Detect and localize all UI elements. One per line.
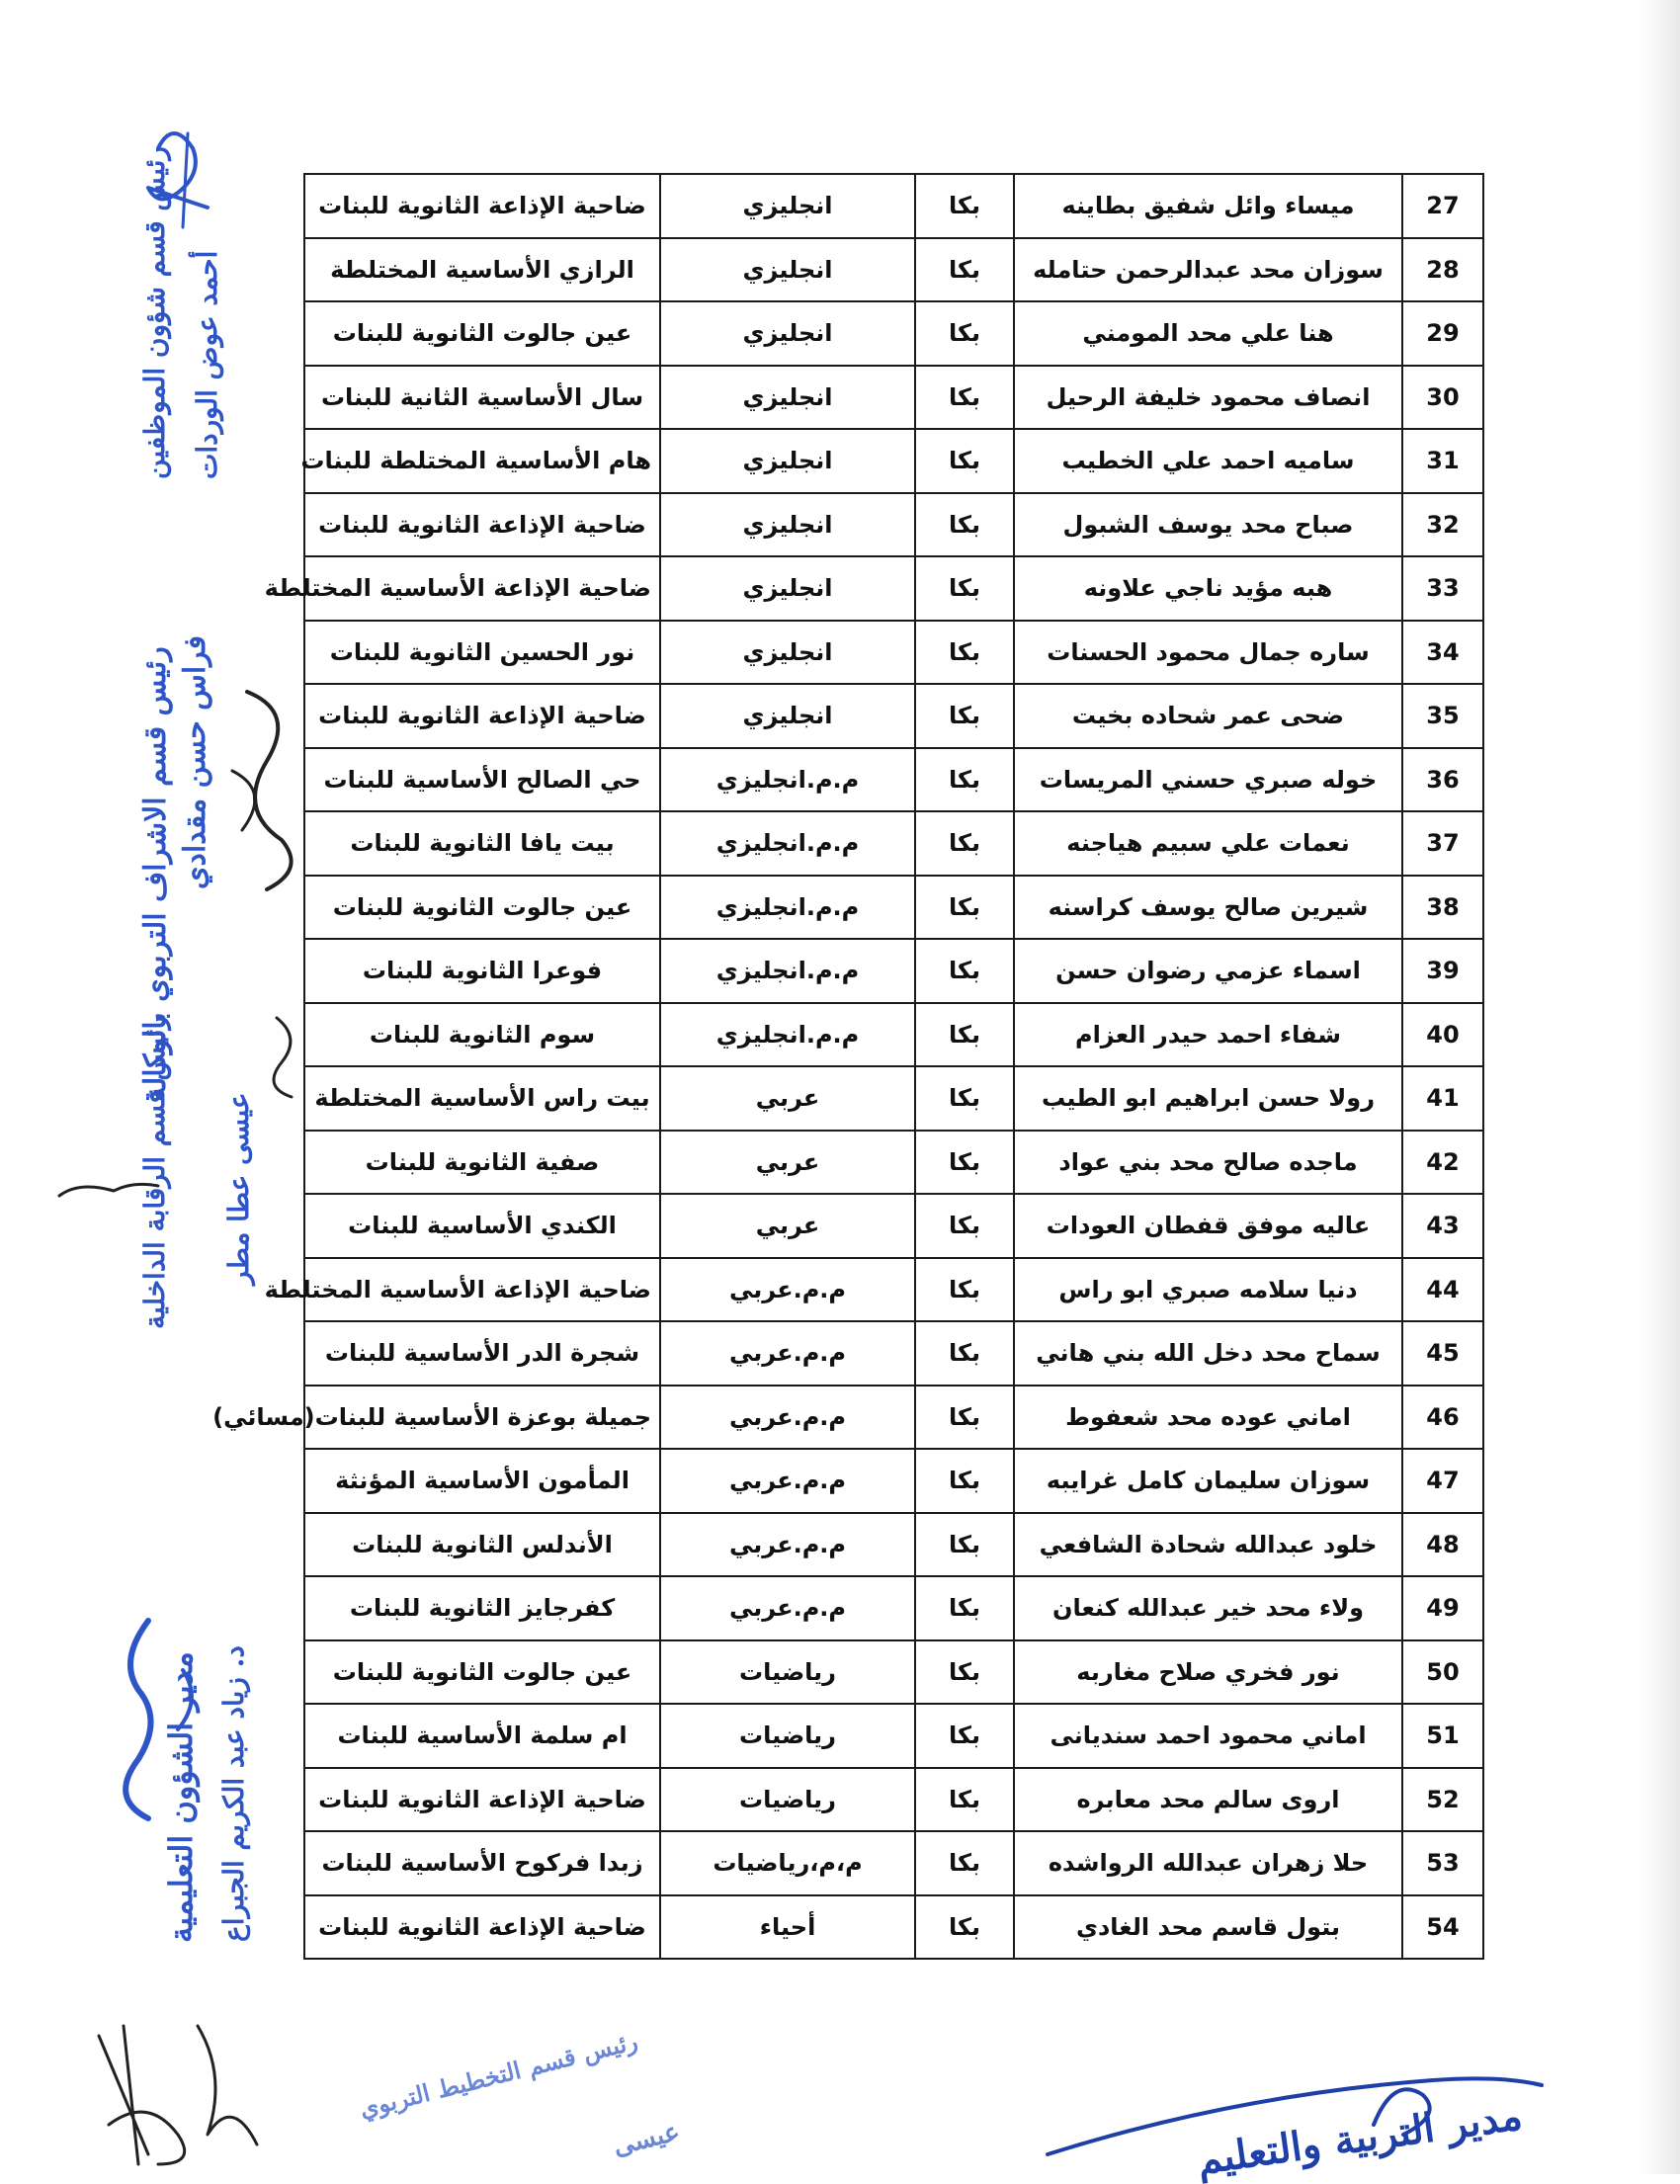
row-number-cell: 39 [1402, 939, 1483, 1003]
school-cell: ضاحية الإذاعة الثانوية للبنات [304, 174, 660, 238]
qualification-cell: بكا [915, 238, 1014, 302]
director-title: مدير التربية والتعليم [1194, 2092, 1526, 2184]
qualification-cell: بكا [915, 1194, 1014, 1258]
employee-name-cell: ساره جمال محمود الحسنات [1014, 621, 1402, 685]
row-number-cell: 31 [1402, 429, 1483, 493]
row-number-cell: 40 [1402, 1003, 1483, 1067]
supervision-head-name: فراس حسن مقدادي [178, 634, 212, 889]
bottom-left-signature-mark-2 [198, 2026, 257, 2144]
table-row [304, 1131, 1483, 1195]
table-row [304, 939, 1483, 1003]
school-cell: زبدا فركوح الأساسية للبنات [304, 1831, 660, 1895]
school-cell: حي الصالح الأساسية للبنات [304, 748, 660, 812]
employee-name-cell: سوزان محد عبدالرحمن حتامله [1014, 238, 1402, 302]
employee-name-cell: حلا زهران عبدالله الرواشده [1014, 1831, 1402, 1895]
qualification-cell: بكا [915, 1576, 1014, 1640]
audit-head-name: عيسى عطا مطر [222, 1092, 255, 1285]
row-number-cell: 34 [1402, 621, 1483, 685]
table-row [304, 1386, 1483, 1450]
qualification-cell: بكا [915, 1640, 1014, 1705]
school-cell: عين جالوت الثانوية للبنات [304, 301, 660, 366]
audit-signature-mark [274, 1018, 292, 1097]
qualification-cell: بكا [915, 1704, 1014, 1768]
school-cell: ضاحية الإذاعة الثانوية للبنات [304, 684, 660, 748]
qualification-cell: بكا [915, 1386, 1014, 1450]
table-row [304, 1449, 1483, 1513]
table-row [304, 1768, 1483, 1832]
row-number-cell: 27 [1402, 174, 1483, 238]
row-number-cell: 38 [1402, 876, 1483, 940]
table-row [304, 556, 1483, 621]
subject-cell: م.م.انجليزي [660, 1003, 915, 1067]
row-number-cell: 35 [1402, 684, 1483, 748]
employee-name-cell: ساميه احمد علي الخطيب [1014, 429, 1402, 493]
table-row [304, 1513, 1483, 1577]
employee-name-cell: خوله صبري حسني المريسات [1014, 748, 1402, 812]
table-row [304, 1831, 1483, 1895]
qualification-cell: بكا [915, 1449, 1014, 1513]
school-cell: بيت يافا الثانوية للبنات [304, 811, 660, 876]
school-cell: بيت راس الأساسية المختلطة [304, 1066, 660, 1131]
subject-cell: انجليزي [660, 366, 915, 430]
employee-name-cell: عاليه موفق قفطان العودات [1014, 1194, 1402, 1258]
school-cell: سوم الثانوية للبنات [304, 1003, 660, 1067]
school-cell: عين جالوت الثانوية للبنات [304, 876, 660, 940]
qualification-cell: بكا [915, 301, 1014, 366]
subject-cell: انجليزي [660, 556, 915, 621]
school-cell: ضاحية الإذاعة الثانوية للبنات [304, 1895, 660, 1960]
school-cell: ضاحية الإذاعة الأساسية المختلطة [304, 556, 660, 621]
qualification-cell: بكا [915, 1768, 1014, 1832]
subject-cell: انجليزي [660, 301, 915, 366]
table-row [304, 876, 1483, 940]
employee-name-cell: ضحى عمر شحاده بخيت [1014, 684, 1402, 748]
planning-head-title: رئيس قسم التخطيط التربوي [356, 2026, 641, 2124]
employee-name-cell: سماح محد دخل الله بني هاني [1014, 1321, 1402, 1386]
row-number-cell: 30 [1402, 366, 1483, 430]
table-row [304, 811, 1483, 876]
qualification-cell: بكا [915, 1321, 1014, 1386]
row-number-cell: 44 [1402, 1258, 1483, 1322]
row-number-cell: 33 [1402, 556, 1483, 621]
supervision-head-title: رئيس قسم الاشراف التربوي بالوكالة [138, 646, 173, 1102]
employee-name-cell: ميساء وائل شفيق بطاينه [1014, 174, 1402, 238]
table-row [304, 1704, 1483, 1768]
school-cell: صفية الثانوية للبنات [304, 1131, 660, 1195]
subject-cell: م.م.عربي [660, 1386, 915, 1450]
qualification-cell: بكا [915, 429, 1014, 493]
table-row [304, 1066, 1483, 1131]
page-edge-shadow [1640, 0, 1680, 2174]
employee-name-cell: رولا حسن ابراهيم ابو الطيب [1014, 1066, 1402, 1131]
school-cell: فوعرا الثانوية للبنات [304, 939, 660, 1003]
employee-name-cell: هنا علي محد المومني [1014, 301, 1402, 366]
row-number-cell: 45 [1402, 1321, 1483, 1386]
table-row [304, 1194, 1483, 1258]
school-cell: سال الأساسية الثانية للبنات [304, 366, 660, 430]
school-cell: ضاحية الإذاعة الثانوية للبنات [304, 1768, 660, 1832]
subject-cell: رياضيات [660, 1640, 915, 1705]
school-cell: جميلة بوعزة الأساسية للبنات(مسائي) [304, 1386, 660, 1450]
subject-cell: انجليزي [660, 174, 915, 238]
table-row [304, 1576, 1483, 1640]
row-number-cell: 32 [1402, 493, 1483, 557]
employee-name-cell: خلود عبدالله شحادة الشافعي [1014, 1513, 1402, 1577]
qualification-cell: بكا [915, 939, 1014, 1003]
school-cell: عين جالوت الثانوية للبنات [304, 1640, 660, 1705]
table-row [304, 684, 1483, 748]
subject-cell: أحياء [660, 1895, 915, 1960]
qualification-cell: بكا [915, 684, 1014, 748]
employee-name-cell: انصاف محمود خليفة الرحيل [1014, 366, 1402, 430]
employee-name-cell: اماني محمود احمد سنديانى [1014, 1704, 1402, 1768]
qualification-cell: بكا [915, 1513, 1014, 1577]
row-number-cell: 46 [1402, 1386, 1483, 1450]
subject-cell: رياضيات [660, 1704, 915, 1768]
employee-name-cell: اروى سالم محد معابره [1014, 1768, 1402, 1832]
employee-name-cell: دنيا سلامه صبري ابو راس [1014, 1258, 1402, 1322]
table-row [304, 174, 1483, 238]
qualification-cell: بكا [915, 811, 1014, 876]
hr-head-name: أحمد عوض الوردات [191, 250, 223, 479]
row-number-cell: 29 [1402, 301, 1483, 366]
school-cell: ضاحية الإذاعة الأساسية المختلطة [304, 1258, 660, 1322]
hr-signature-mark-2 [183, 133, 188, 227]
row-number-cell: 50 [1402, 1640, 1483, 1705]
employee-name-cell: ولاء محد خير عبدالله كنعان [1014, 1576, 1402, 1640]
subject-cell: انجليزي [660, 684, 915, 748]
subject-cell: م.م.انجليزي [660, 811, 915, 876]
qualification-cell: بكا [915, 1831, 1014, 1895]
row-number-cell: 52 [1402, 1768, 1483, 1832]
employee-name-cell: نعمات علي سبيم هياجنه [1014, 811, 1402, 876]
school-cell: نور الحسين الثانوية للبنات [304, 621, 660, 685]
table-row [304, 1321, 1483, 1386]
row-number-cell: 37 [1402, 811, 1483, 876]
qualification-cell: بكا [915, 174, 1014, 238]
qualification-cell: بكا [915, 366, 1014, 430]
qualification-cell: بكا [915, 1003, 1014, 1067]
table-row [304, 1003, 1483, 1067]
subject-cell: م.م.عربي [660, 1258, 915, 1322]
audit-head-title: رئيس قسم الرقابة الداخلية [138, 1015, 171, 1329]
school-cell: كفرجايز الثانوية للبنات [304, 1576, 660, 1640]
subject-cell: عربي [660, 1131, 915, 1195]
school-cell: ام سلمة الأساسية للبنات [304, 1704, 660, 1768]
row-number-cell: 41 [1402, 1066, 1483, 1131]
table-row [304, 301, 1483, 366]
table-row [304, 429, 1483, 493]
table-row [304, 621, 1483, 685]
employee-name-cell: سوزان سليمان كامل غرايبه [1014, 1449, 1402, 1513]
row-number-cell: 43 [1402, 1194, 1483, 1258]
edu-affairs-name: د. زياد عبد الكريم الجبراع [217, 1645, 250, 1942]
row-number-cell: 28 [1402, 238, 1483, 302]
subject-cell: انجليزي [660, 493, 915, 557]
row-number-cell: 49 [1402, 1576, 1483, 1640]
table-row [304, 493, 1483, 557]
employee-name-cell: اسماء عزمي رضوان حسن [1014, 939, 1402, 1003]
bottom-left-signature-mark [99, 2026, 185, 2164]
supervision-signature-mark [247, 692, 292, 889]
subject-cell: م.م.عربي [660, 1449, 915, 1513]
subject-cell: عربي [660, 1194, 915, 1258]
table-row [304, 1895, 1483, 1960]
subject-cell: م.م.انجليزي [660, 748, 915, 812]
subject-cell: م.م.عربي [660, 1576, 915, 1640]
edu-affairs-title: مدير الشؤون التعليمية [162, 1651, 200, 1943]
subject-cell: انجليزي [660, 429, 915, 493]
table-row [304, 238, 1483, 302]
employee-name-cell: شفاء احمد حيدر العزام [1014, 1003, 1402, 1067]
row-number-cell: 53 [1402, 1831, 1483, 1895]
employee-name-cell: صباح محد يوسف الشبول [1014, 493, 1402, 557]
employee-name-cell: بتول قاسم محد الغادي [1014, 1895, 1402, 1960]
subject-cell: م.م.انجليزي [660, 939, 915, 1003]
subject-cell: رياضيات [660, 1768, 915, 1832]
row-number-cell: 42 [1402, 1131, 1483, 1195]
qualification-cell: بكا [915, 493, 1014, 557]
employee-name-cell: شيرين صالح يوسف كراسنه [1014, 876, 1402, 940]
qualification-cell: بكا [915, 1895, 1014, 1960]
row-number-cell: 54 [1402, 1895, 1483, 1960]
qualification-cell: بكا [915, 556, 1014, 621]
table-row [304, 748, 1483, 812]
table-row [304, 366, 1483, 430]
school-cell: الرازي الأساسية المختلطة [304, 238, 660, 302]
row-number-cell: 36 [1402, 748, 1483, 812]
subject-cell: م،م،رياضيات [660, 1831, 915, 1895]
qualification-cell: بكا [915, 621, 1014, 685]
qualification-cell: بكا [915, 1066, 1014, 1131]
edu-affairs-signature-mark [126, 1621, 150, 1818]
employee-name-cell: نور فخري صلاح مغاربه [1014, 1640, 1402, 1705]
subject-cell: عربي [660, 1066, 915, 1131]
row-number-cell: 51 [1402, 1704, 1483, 1768]
row-number-cell: 47 [1402, 1449, 1483, 1513]
employee-name-cell: ماجده صالح محد بني عواد [1014, 1131, 1402, 1195]
school-cell: شجرة الدر الأساسية للبنات [304, 1321, 660, 1386]
subject-cell: انجليزي [660, 621, 915, 685]
row-number-cell: 48 [1402, 1513, 1483, 1577]
school-cell: الأندلس الثانوية للبنات [304, 1513, 660, 1577]
school-cell: هام الأساسية المختلطة للبنات [304, 429, 660, 493]
subject-cell: انجليزي [660, 238, 915, 302]
supervision-signature-mark-2 [232, 771, 255, 830]
table-row [304, 1640, 1483, 1705]
hr-head-title: رئيس قسم شؤون الموظفين [138, 146, 171, 479]
school-cell: ضاحية الإذاعة الثانوية للبنات [304, 493, 660, 557]
subject-cell: م.م.انجليزي [660, 876, 915, 940]
planning-head-name: عيسى [610, 2117, 683, 2162]
subject-cell: م.م.عربي [660, 1321, 915, 1386]
school-cell: المأمون الأساسية المؤنثة [304, 1449, 660, 1513]
qualification-cell: بكا [915, 748, 1014, 812]
school-cell: الكندي الأساسية للبنات [304, 1194, 660, 1258]
qualification-cell: بكا [915, 1258, 1014, 1322]
qualification-cell: بكا [915, 876, 1014, 940]
subject-cell: م.م.عربي [660, 1513, 915, 1577]
table-row [304, 1258, 1483, 1322]
qualification-cell: بكا [915, 1131, 1014, 1195]
employee-name-cell: هبه مؤيد ناجي علاونه [1014, 556, 1402, 621]
employee-name-cell: اماني عوده محد شعفوط [1014, 1386, 1402, 1450]
